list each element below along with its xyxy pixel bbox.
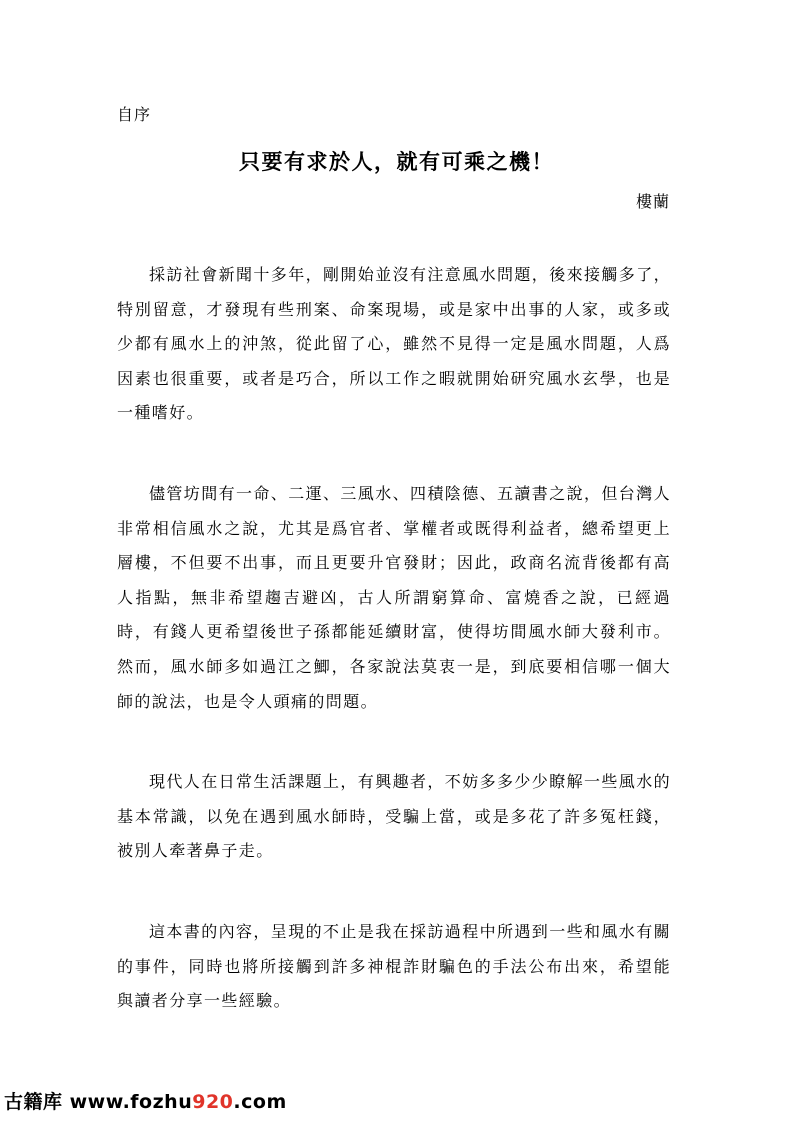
site-url-suffix: .com [233, 1091, 287, 1113]
paragraph: 採訪社會新聞十多年，剛開始並沒有注意風水問題，後來接觸多了，特別留意，才發現有些刑案、命案現場，或是家中出事的人家，或多或少都有風水上的沖煞，從此留了心，雖然不見得一定是風水問題，人爲因素也很重要，或者是巧合，所以工作之暇就開始研究風水玄學，也是一種嗜好。 [117, 265, 672, 423]
body-text [117, 258, 671, 1065]
site-url-number: 920 [192, 1091, 234, 1113]
paragraph: 這本書的內容，呈現的不止是我在採訪過程中所遇到一些和風水有關的事件，同時也將所接觸到許多神棍詐財騙色的手法公布出來，希望能與讀者分享一些經驗。 [117, 921, 672, 1011]
paragraph: 儘管坊間有一命、二運、三風水、四積陰德、五讀書之說，但台灣人非常相信風水之說，尤其是爲官者、掌權者或既得利益者，總希望更上層樓，不但要不出事，而且更要升官發財；因此，政商名流背後都有高人指點，無非希望趨吉避凶，古人所謂窮算命、富燒香之說，已經過時，有錢人更希望後世子孫都能延續財富，使得坊間風水師大發利市。然而，風水師多如過江之鯽，各家說法莫衷一是，到底要相信哪一個大師的說法，也是令人頭痛的問題。 [117, 483, 672, 711]
footer-watermark [4, 1087, 287, 1114]
paragraph: 現代人在日常生活課題上，有興趣者，不妨多多少少瞭解一些風水的基本常識，以免在遇到風水師時，受騙上當，或是多花了許多冤枉錢，被別人牽著鼻子走。 [117, 772, 672, 861]
page-title: 只要有求於人，就有可乘之機！ [239, 150, 554, 174]
site-name: 古籍库 [4, 1091, 63, 1113]
site-url-prefix: www.fozhu [62, 1091, 193, 1113]
author-name: 樓蘭 [635, 192, 670, 211]
section-label: 自序 [117, 105, 152, 124]
